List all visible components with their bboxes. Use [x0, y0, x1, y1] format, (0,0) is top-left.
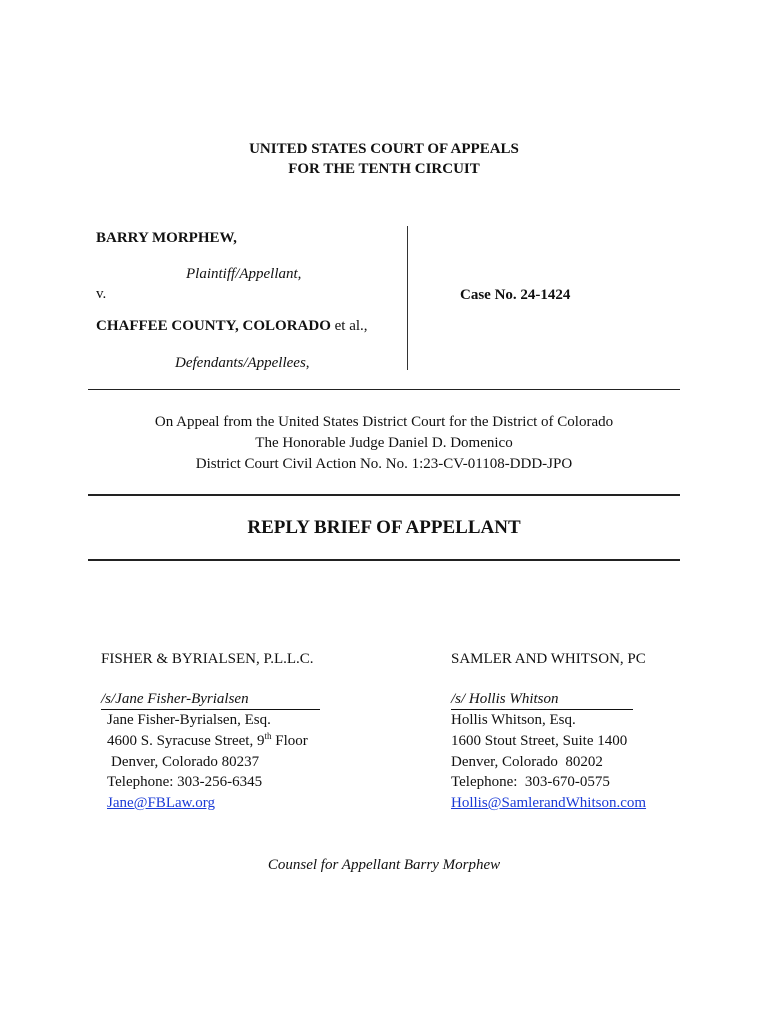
left-city: Denver, Colorado 80237: [111, 754, 260, 770]
case-number: Case No. 24-1424: [460, 287, 571, 303]
right-signature: /s/ Hollis Whitson: [451, 689, 633, 710]
left-address-street: 4600 S. Syracuse Street, 9: [107, 733, 265, 749]
court-name-line2: FOR THE TENTH CIRCUIT: [288, 161, 480, 177]
counsel-for-line: Counsel for Appellant Barry Morphew: [267, 857, 501, 873]
right-signature-block: [451, 689, 633, 710]
brief-title: REPLY BRIEF OF APPELLANT: [247, 517, 521, 538]
right-email-link[interactable]: Hollis@SamlerandWhitson.com: [451, 795, 647, 811]
plaintiff-role: Plaintiff/Appellant,: [186, 266, 302, 282]
right-email-wrap: [451, 793, 646, 813]
left-address-sup: th: [264, 731, 272, 741]
right-firm-name: SAMLER AND WHITSON, PC: [451, 651, 646, 667]
left-email-wrap: [107, 793, 215, 813]
left-phone: Telephone: 303-256-6345: [107, 774, 263, 790]
left-address: [107, 731, 308, 751]
right-attorney-name: Hollis Whitson, Esq.: [451, 712, 576, 728]
defendant-suffix: et al.,: [330, 318, 368, 334]
rule-above-title: [88, 494, 680, 496]
versus: v.: [96, 286, 107, 302]
rule-below-title: [88, 559, 680, 561]
appeal-line2: The Honorable Judge Daniel D. Domenico: [255, 435, 513, 451]
appeal-line3: District Court Civil Action No. No. 1:23-CV-01108-DDD-JPO: [195, 456, 573, 472]
right-address: 1600 Stout Street, Suite 1400: [451, 733, 628, 749]
left-signature-block: [101, 689, 320, 710]
defendant-line: [96, 316, 368, 336]
caption-divider: [407, 226, 408, 370]
defendant-role-line: [175, 353, 310, 373]
rule-after-caption: [88, 389, 680, 390]
left-firm-name: FISHER & BYRIALSEN, P.L.L.C.: [101, 651, 314, 667]
left-email-link[interactable]: Jane@FBLaw.org: [107, 795, 215, 811]
defendant-role-punct: ,: [305, 355, 310, 371]
plaintiff-name: BARRY MORPHEW,: [96, 230, 237, 246]
left-address-floor: Floor: [271, 733, 308, 749]
left-signature: /s/Jane Fisher-Byrialsen: [101, 689, 320, 710]
right-city: Denver, Colorado 80202: [451, 754, 603, 770]
defendant-role: Defendants/Appellees: [175, 355, 306, 371]
right-phone: Telephone: 303-670-0575: [451, 774, 610, 790]
court-name-line1: UNITED STATES COURT OF APPEALS: [249, 141, 519, 157]
defendant-name: CHAFFEE COUNTY, COLORADO: [96, 318, 331, 334]
left-attorney-name: Jane Fisher-Byrialsen, Esq.: [107, 712, 271, 728]
appeal-line1: On Appeal from the United States District Court for the District of Colorado: [154, 414, 614, 430]
